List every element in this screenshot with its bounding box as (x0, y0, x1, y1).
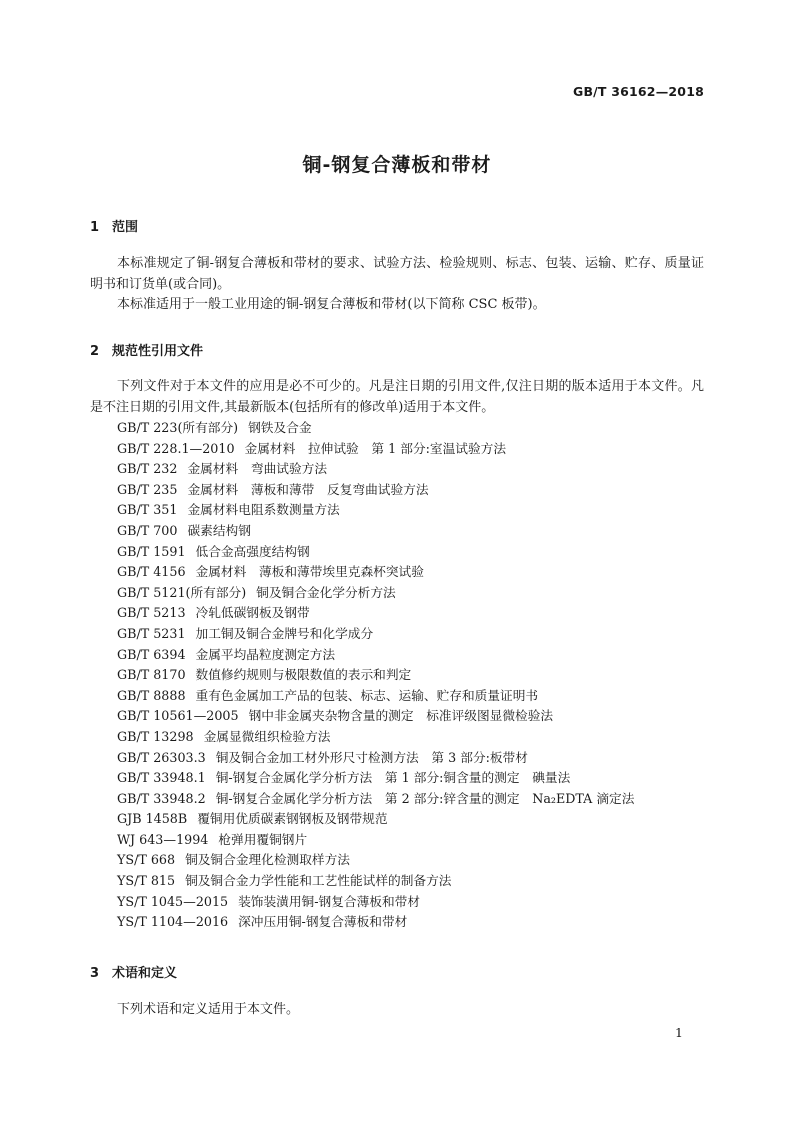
reference-item (117, 706, 634, 727)
reference-title: 重有色金属加工产品的包装、标志、运输、贮存和质量证明书 (195, 687, 539, 703)
reference-title: 钢中非金属夹杂物含量的测定 标准评级图显微检验法 (248, 708, 554, 724)
reference-code: GB/T 700 (117, 522, 178, 538)
reference-code: GJB 1458B (117, 811, 188, 827)
reference-title: 铜及铜合金理化检测取样方法 (185, 852, 350, 868)
reference-code: GB/T 235 (117, 481, 178, 497)
reference-item (117, 830, 634, 851)
reference-item (117, 892, 634, 913)
section-title: 规范性引用文件 (112, 344, 204, 359)
reference-item (117, 480, 634, 501)
reference-title: 低合金高强度结构钢 (195, 543, 310, 559)
reference-code: GB/T 13298 (117, 728, 194, 744)
reference-title: 金属材料 拉伸试验 第 1 部分:室温试验方法 (244, 440, 507, 456)
reference-item (117, 439, 634, 460)
reference-list (117, 418, 634, 933)
reference-title: 铜-钢复合金属化学分析方法 第 1 部分:铜含量的测定 碘量法 (215, 770, 571, 786)
reference-code: GB/T 5121(所有部分) (117, 584, 247, 600)
reference-item (117, 850, 634, 871)
reference-title: 深冲压用铜-钢复合薄板和带材 (238, 914, 408, 930)
document-title: 铜-钢复合薄板和带材 (302, 154, 492, 176)
reference-title: 铜及铜合金力学性能和工艺性能试样的制备方法 (185, 873, 452, 889)
terms-intro: 下列术语和定义适用于本文件。 (117, 1002, 300, 1017)
section-number: 3 (90, 966, 100, 981)
reference-code: YS/T 815 (117, 873, 176, 889)
reference-title: 金属材料 薄板和薄带 反复弯曲试验方法 (187, 481, 429, 497)
reference-title: 金属材料 弯曲试验方法 (187, 461, 328, 477)
reference-code: YS/T 1104—2016 (117, 914, 229, 930)
section-title: 范围 (112, 220, 139, 235)
reference-title: 金属平均晶粒度测定方法 (195, 646, 336, 662)
reference-title: 金属显微组织检验方法 (203, 728, 331, 744)
reference-item (117, 727, 634, 748)
reference-item (117, 624, 634, 645)
reference-code: GB/T 4156 (117, 564, 186, 580)
section-title: 术语和定义 (112, 966, 178, 981)
reference-code: GB/T 5231 (117, 625, 186, 641)
reference-title: 碳素结构钢 (187, 522, 251, 538)
reference-title: 冷轧低碳钢板及钢带 (195, 605, 310, 621)
reference-item (117, 809, 634, 830)
reference-item (117, 912, 634, 933)
standard-number: GB/T 36162—2018 (572, 84, 704, 99)
reference-code: GB/T 223(所有部分) (117, 420, 239, 435)
reference-item (117, 789, 634, 810)
reference-item (117, 583, 634, 604)
reference-code: GB/T 8888 (117, 687, 186, 703)
reference-item (117, 645, 634, 666)
reference-item (117, 500, 634, 521)
reference-title: 装饰装潢用铜-钢复合薄板和带材 (238, 893, 421, 909)
reference-title: 钢铁及合金 (248, 420, 312, 435)
references-intro: 下列文件对于本文件的应用是必不可少的。凡是注日期的引用文件,仅注日期的版本适用于本文件。凡是不注日期的引用文件,其最新版本(包括所有的修改单)适用于本文件。 (90, 379, 704, 415)
reference-title: 数值修约规则与极限数值的表示和判定 (195, 667, 412, 683)
reference-code: GB/T 232 (117, 461, 178, 477)
section-number: 2 (90, 344, 100, 359)
reference-code: GB/T 8170 (117, 667, 186, 683)
reference-code: GB/T 5213 (117, 605, 186, 621)
reference-title: 铜-钢复合金属化学分析方法 第 2 部分:锌含量的测定 Na₂EDTA 滴定法 (215, 790, 635, 806)
reference-title: 枪弹用覆铜钢片 (218, 831, 308, 847)
scope-paragraph-1: 本标准规定了铜-钢复合薄板和带材的要求、试验方法、检验规则、标志、包装、运输、贮存、质量证明书和订货单(或合同)。 (90, 256, 704, 292)
section-number: 1 (90, 220, 100, 235)
reference-item (117, 418, 634, 439)
reference-code: GB/T 6394 (117, 646, 186, 662)
reference-title: 覆铜用优质碳素钢钢板及钢带规范 (197, 811, 388, 827)
reference-code: YS/T 668 (117, 852, 176, 868)
reference-code: GB/T 1591 (117, 543, 186, 559)
reference-title: 金属材料电阻系数测量方法 (187, 502, 340, 518)
reference-item (117, 542, 634, 563)
section-heading-terms-definitions (90, 962, 177, 981)
reference-item (117, 748, 634, 769)
reference-item (117, 521, 634, 542)
reference-item (117, 562, 634, 583)
reference-item (117, 686, 634, 707)
reference-code: GB/T 10561—2005 (117, 708, 239, 724)
reference-item (117, 665, 634, 686)
reference-title: 铜及铜合金加工材外形尺寸检测方法 第 3 部分:板带材 (215, 749, 528, 765)
reference-code: WJ 643—1994 (117, 831, 209, 847)
reference-code: GB/T 33948.1 (117, 770, 206, 786)
scope-paragraph-2: 本标准适用于一般工业用途的铜-钢复合薄板和带材(以下简称 CSC 板带)。 (117, 297, 546, 312)
reference-item (117, 603, 634, 624)
reference-code: GB/T 33948.2 (117, 790, 206, 806)
section-heading-scope (90, 216, 138, 235)
reference-code: GB/T 351 (117, 502, 178, 518)
reference-code: GB/T 228.1—2010 (117, 440, 235, 456)
reference-title: 加工铜及铜合金牌号和化学成分 (195, 625, 374, 641)
reference-item (117, 459, 634, 480)
reference-title: 金属材料 薄板和薄带埃里克森杯突试验 (195, 564, 424, 580)
section-heading-normative-references (90, 340, 203, 359)
reference-code: YS/T 1045—2015 (117, 893, 229, 909)
reference-title: 铜及铜合金化学分析方法 (256, 584, 396, 600)
reference-code: GB/T 26303.3 (117, 749, 206, 765)
page-number: 1 (675, 1025, 683, 1040)
reference-item (117, 871, 634, 892)
reference-item (117, 768, 634, 789)
